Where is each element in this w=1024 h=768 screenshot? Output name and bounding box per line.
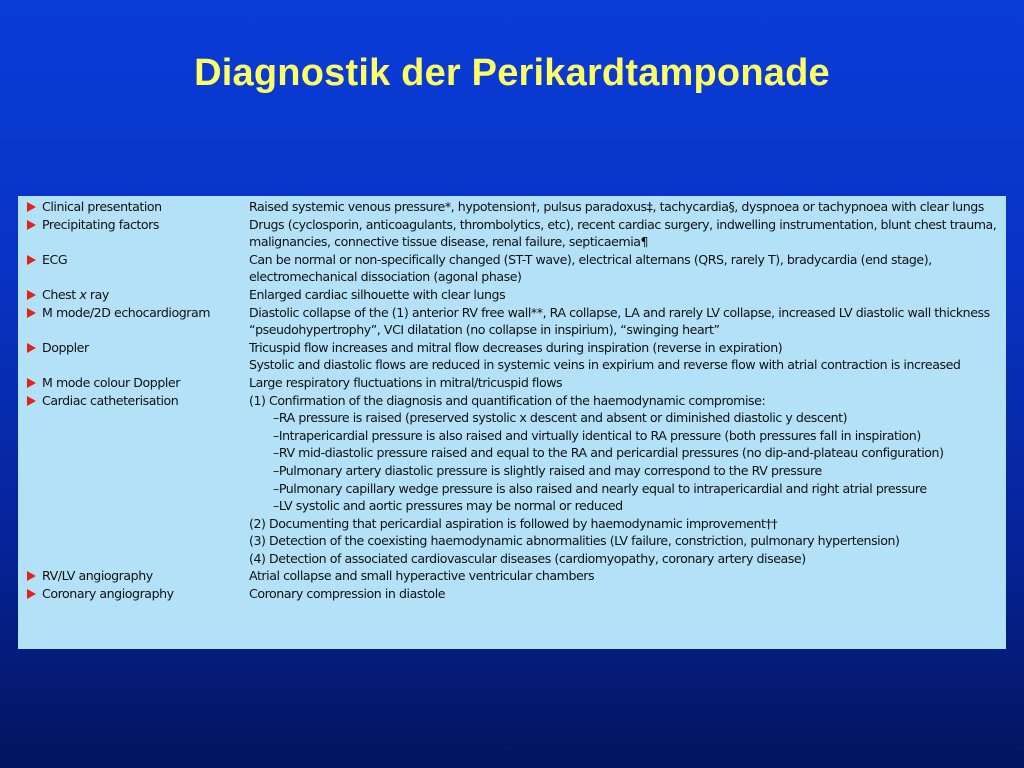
bullet-arrow-icon (18, 567, 42, 585)
row-label: Cardiac catheterisation (42, 392, 179, 408)
row-label-part: ray (86, 286, 109, 302)
value-line: (4) Detection of associated cardiovascular diseases (cardiomyopathy, coronary artery disease) (249, 550, 806, 566)
row-value: Atrial collapse and small hyperactive ventricular chambers (249, 568, 595, 584)
row-value: Raised systemic venous pressure*, hypotension†, pulsus paradoxus‡, tachycardia§, dyspnoea or tachypnoea with clear lungs (249, 199, 984, 214)
row-value: Can be normal or non-specifically changed (ST-T wave), electrical alternans (QRS, rarely T), bradycardia (end stage), electromechanical dissociation (agonal phase) (249, 251, 932, 285)
bullet-arrow-icon (18, 585, 42, 603)
value-subitem: –Pulmonary capillary wedge pressure is also raised and nearly equal to intrapericardial and right atrial pressure (273, 480, 927, 496)
table-row (18, 286, 1006, 304)
table-row (18, 567, 1006, 585)
row-label: Clinical presentation (42, 199, 162, 214)
bullet-arrow-icon (18, 216, 42, 234)
bullet-arrow-icon (18, 374, 42, 392)
value-subitem: –Pulmonary artery diastolic pressure is slightly raised and may correspond to the RV pressure (273, 462, 822, 478)
row-value: Drugs (cyclosporin, anticoagulants, thrombolytics, etc), recent cardiac surgery, indwelling instrumentation, blunt chest trauma, malignancies, connective tissue disease, renal failure, septicaemia¶ (249, 216, 997, 250)
row-label-part: Chest (42, 286, 80, 302)
value-line: (1) Confirmation of the diagnosis and quantification of the haemodynamic compromise: (249, 392, 766, 408)
bullet-arrow-icon (18, 251, 42, 269)
table-row (18, 251, 1006, 286)
bullet-arrow-icon (18, 286, 42, 304)
row-value: Diastolic collapse of the (1) anterior RV free wall**, RA collapse, LA and rarely LV collapse, increased LV diastolic wall thickness “pseudohypertrophy”, VCI dilatation (no collapse in inspirium), “swinging heart” (249, 304, 990, 338)
row-label-italic: x (79, 286, 87, 302)
table-row (18, 304, 1006, 339)
bullet-arrow-icon (18, 339, 42, 357)
table-row (18, 339, 1006, 374)
value-subitem: –Intrapericardial pressure is also raised and virtually identical to RA pressure (both pressures fall in inspiration) (273, 427, 921, 443)
row-value: Large respiratory fluctuations in mitral/tricuspid flows (249, 374, 563, 390)
row-value: Coronary compression in diastole (249, 586, 446, 602)
value-line: (2) Documenting that pericardial aspiration is followed by haemodynamic improvement†† (249, 515, 778, 531)
row-value: Enlarged cardiac silhouette with clear lungs (249, 286, 506, 302)
row-value (249, 392, 1001, 568)
table-row (18, 216, 1006, 251)
row-label: RV/LV angiography (42, 568, 153, 584)
row-label: ECG (42, 251, 68, 267)
slide-title: Diagnostik der Perikardtamponade (194, 52, 830, 94)
table-row (18, 374, 1006, 392)
value-line: Tricuspid flow increases and mitral flow decreases during inspiration (reverse in expiration) (249, 339, 783, 355)
value-subitem: –RA pressure is raised (preserved systolic x descent and absent or diminished diastolic y descent) (273, 410, 848, 426)
row-label: Coronary angiography (42, 586, 174, 602)
value-subitem: –RV mid-diastolic pressure raised and equal to the RA and pericardial pressures (no dip-and-plateau configuration) (273, 445, 944, 461)
value-subitem: –LV systolic and aortic pressures may be normal or reduced (273, 498, 623, 514)
row-label: Precipitating factors (42, 216, 160, 232)
bullet-arrow-icon (18, 198, 42, 216)
diagnostics-table (18, 196, 1006, 649)
table-row (18, 585, 1006, 603)
row-label: M mode/2D echocardiogram (42, 304, 211, 320)
row-label: M mode colour Doppler (42, 374, 180, 390)
bullet-arrow-icon (18, 392, 42, 410)
row-value (249, 339, 1001, 374)
bullet-arrow-icon (18, 304, 42, 322)
value-line: Systolic and diastolic flows are reduced in systemic veins in expirium and reverse flow with atrial contraction is increased (249, 357, 961, 373)
table-row (18, 198, 1006, 216)
value-line: (3) Detection of the coexisting haemodynamic abnormalities (LV failure, constriction, pulmonary hypertension) (249, 533, 900, 549)
table-row (18, 392, 1006, 568)
row-label: Doppler (42, 339, 89, 355)
row-label (42, 286, 249, 304)
